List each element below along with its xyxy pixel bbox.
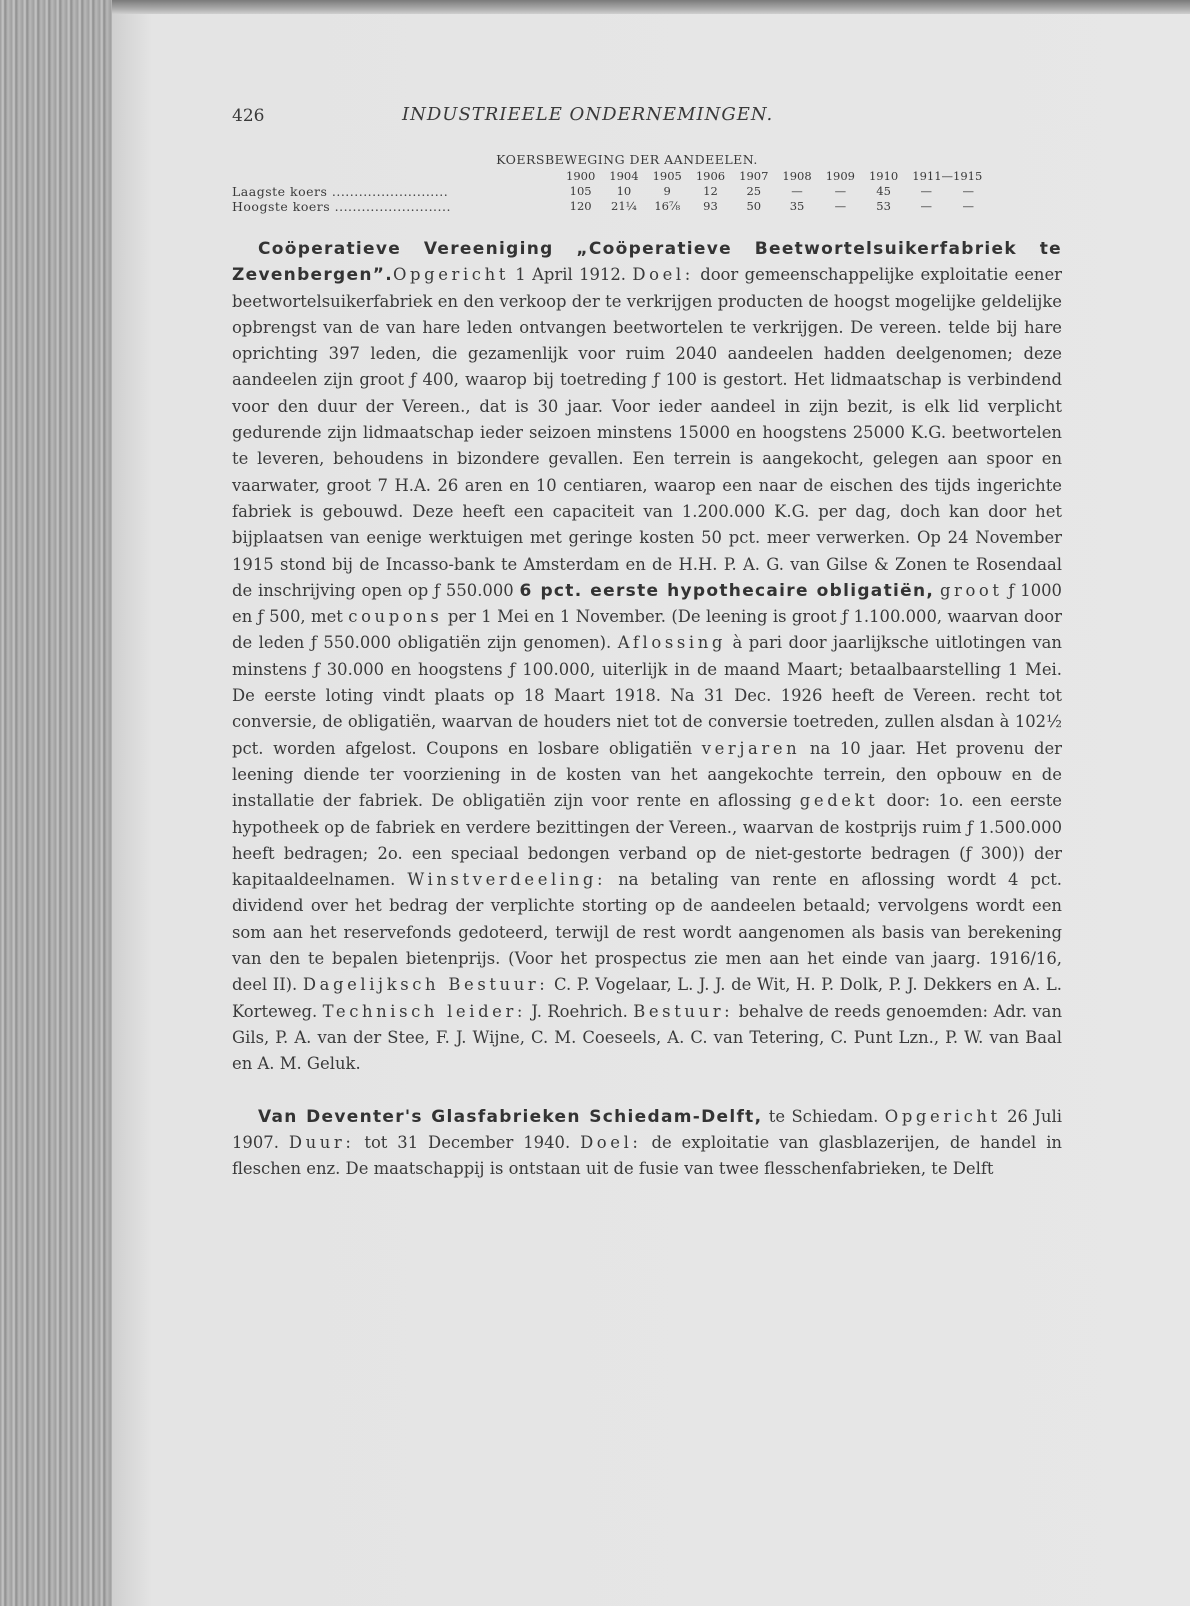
table-cell: 53 — [876, 199, 891, 213]
table-cell: — — [962, 199, 975, 213]
body-segment: behalve de reeds genoemden: Adr. van Gils, P. A. van der Stee, F. J. Wijne, C. M. Coeseels, A. C. van Tetering, C. Punt Lzn., P. W. van Baal en A. M. Geluk. — [232, 1001, 1063, 1074]
body-segment: tot 31 December 1940. — [354, 1132, 581, 1152]
header-year: 1911—1915 — [912, 169, 983, 183]
header-year: 1900 — [566, 169, 596, 183]
body-segment: 1 April 1912. — [508, 265, 633, 285]
header-year: 1904 — [609, 169, 639, 183]
entry-body — [232, 265, 1062, 1073]
running-title: INDUSTRIEELE ONDERNEMINGEN. — [402, 104, 774, 125]
header-year: 1906 — [695, 169, 726, 183]
spaced-keyword: Technisch leider: — [322, 1001, 527, 1021]
entry-heading: Van Deventer's Glasfabrieken Schiedam-Delft, — [258, 1106, 763, 1127]
body-segment: per 1 Mei en 1 November. (De leening is groot ƒ 1.100.000, waarvan door de leden ƒ 550.000 obligatiën zijn genomen). — [232, 607, 1062, 653]
spaced-keyword: Opgericht — [393, 265, 509, 285]
body-text — [232, 236, 1062, 1182]
body-segment: na 10 jaar. Het provenu der leening diende ter voorziening in de kosten van het aangekochte terrein, den opbouw en de installatie der fabriek. De obligatiën zijn voor rente en aflossing — [232, 738, 1062, 811]
header-year: 1907 — [739, 169, 769, 183]
spaced-keyword: groot — [939, 580, 1003, 600]
body-segment: ƒ 1000 en ƒ 500, met — [232, 580, 1062, 627]
table-cell: — — [962, 184, 975, 198]
running-head — [232, 100, 1062, 136]
table-cell: 9 — [663, 184, 671, 198]
table-cell: 21¼ — [611, 199, 637, 213]
koers-table — [232, 169, 989, 214]
body-segment: door gemeenschappelijke exploitatie eener beetwortelsuikerfabriek en den verkoop der te verkrijgen producten de hoogst mogelijke geldelijke opbrengst van de van hare leden ontvangen beetwortelen te verkrijgen. De vereen. telde bij hare oprichting 397 leden, die gezamenlijk voor ruim 2040 aandeelen hadden deelgenomen; deze aandeelen zijn groot ƒ 400, waarop bij toetreding ƒ 100 is gestort. Het lidmaatschap is verbindend voor den duur der Vereen., dat is 30 jaar. Voor ieder aandeel in zijn bezit, is elk lid verplicht gedurende zijn lidmaatschap ieder seizoen minstens 15000 en hoogstens 25000 K.G. beetwortelen te leveren, behoudens in bizondere gevallen. Een terrein is aangekocht, gelegen aan spoor en vaarwater, groot 7 H.A. 26 aren en 10 centiaren, waarop een naar de eischen des tijds ingerichte fabriek is gebouwd. Deze heeft een capaciteit van 1.200.000 K.G. per dag, doch kan door het bijplaatsen van eenige werktuigen met geringe kosten 50 pct. meer verwerken. Op 24 November 1915 stond bij de Incasso-bank te Amsterdam en de H.H. P. A. G. van Gilse & Zonen te Rosendaal de inschrijving open op ƒ 550.000 — [232, 265, 1062, 600]
body-segment: te Schiedam. — [762, 1106, 885, 1126]
table-cell: 50 — [746, 199, 762, 213]
body-segment: door: 1o. een eerste hypotheek op de fabriek en verdere bezittingen der Vereen., waarvan de kostprijs ruim ƒ 1.500.000 heeft bedragen; 2o. een speciaal bedongen verband op de niet-gestorte bedragen (ƒ 300)) der kapitaaldeelnamen. — [232, 791, 1062, 890]
table-cell: 120 — [569, 199, 592, 213]
table-row — [232, 199, 989, 214]
table-cell: 25 — [746, 184, 762, 198]
bold-phrase: 6 pct. eerste hypothecaire obligatiën, — [519, 580, 935, 601]
spaced-keyword: Doel: — [580, 1132, 642, 1152]
body-segment: à pari door jaarlijksche uitlotingen van minstens ƒ 30.000 en hoogstens ƒ 100.000, uiterlijk in de maand Maart; betaalbaarstelling 1 Mei. De eerste loting vindt plaats op 18 Maart 1918. Na 31 Dec. 1926 heeft de Vereen. recht tot conversie, de obligatiën, waarvan de houders niet tot de conversie toetreden, zullen alsdan à 102½ pct. worden afgelost. Coupons en losbare obligatiën — [232, 633, 1062, 758]
entry-cooperatieve-zevenbergen — [232, 236, 1062, 1078]
row-label: Hoogste koers .......................... — [232, 199, 451, 214]
spaced-keyword: coupons — [348, 607, 443, 627]
row-label: Laagste koers .......................... — [232, 184, 449, 199]
body-segment: de exploitatie van glasblazerijen, de handel in fleschen enz. De maatschappij is ontstaan uit de fusie van twee flesschenfabrieken, te Delft — [232, 1132, 1062, 1179]
table-row — [232, 184, 989, 199]
table-cell: 16⅞ — [654, 199, 681, 213]
spaced-keyword: verjaren — [701, 738, 801, 758]
body-segment: 26 Juli 1907. — [232, 1106, 1063, 1152]
body-segment: C. P. Vogelaar, L. J. J. de Wit, H. P. Dolk, P. J. Dekkers en A. L. Korteweg. — [232, 975, 1062, 1021]
koers-table-header — [232, 169, 989, 184]
table-cell: 35 — [789, 199, 805, 213]
table-cell: 10 — [616, 184, 632, 198]
header-year: 1905 — [652, 169, 682, 183]
spaced-keyword: Dagelijksch Bestuur: — [302, 975, 549, 995]
spaced-keyword: Doel: — [632, 265, 694, 285]
entry-heading: Coöperatieve Vereeniging „Coöperatieve Beetwortelsuikerfabriek te Zevenbergen”. — [232, 239, 1062, 286]
spaced-keyword: Aflossing — [617, 633, 726, 653]
book-page-edges — [0, 0, 112, 1606]
table-cell: 12 — [703, 184, 718, 198]
table-cell: — — [920, 199, 932, 213]
table-cell: — — [920, 184, 932, 198]
header-empty — [232, 169, 559, 184]
entry-van-deventer — [232, 1104, 1062, 1183]
spaced-keyword: Duur: — [288, 1132, 355, 1152]
header-year: 1910 — [868, 169, 899, 183]
page-content — [232, 100, 1062, 1182]
koers-table-title: KOERSBEWEGING DER AANDEELEN. — [496, 152, 758, 167]
header-year: 1908 — [782, 169, 812, 183]
table-cell: — — [834, 184, 847, 198]
spaced-keyword: Bestuur: — [633, 1001, 734, 1021]
page-number: 426 — [232, 106, 265, 126]
spaced-keyword: Opgericht — [884, 1106, 1001, 1126]
table-cell: 105 — [569, 184, 592, 198]
spaced-keyword: Winstverdeeling: — [407, 870, 607, 890]
header-year: 1909 — [825, 169, 855, 183]
table-cell: 93 — [703, 199, 718, 213]
table-cell: — — [834, 199, 847, 213]
table-cell: — — [791, 184, 803, 198]
body-segment: J. Roehrich. — [526, 1001, 634, 1021]
table-cell: 45 — [876, 184, 891, 198]
body-segment: na betaling van rente en aflossing wordt 4 pct. dividend over het bedrag der verplichte storting op de aandeelen betaald; vervolgens wordt een som aan het reservefonds gedoteerd, terwijl de rest wordt aangenomen als basis van berekening van den te bepalen bietenprijs. (Voor het prospectus zie men aan het einde van jaarg. 1916/16, deel II). — [232, 870, 1063, 995]
book-top-edge — [0, 0, 1190, 14]
spaced-keyword: gedekt — [799, 791, 879, 811]
